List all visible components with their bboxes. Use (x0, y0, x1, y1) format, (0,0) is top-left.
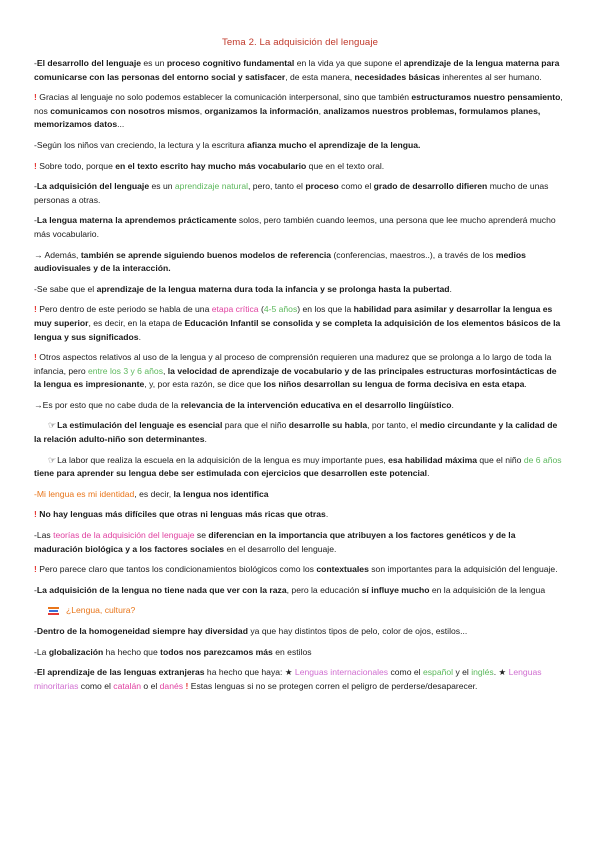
text: esa habilidad máxima (388, 454, 477, 465)
text: ha hecho que (103, 646, 161, 657)
text: mucho de unas personas a otras. (34, 181, 549, 205)
text: , pero la educación (286, 584, 362, 595)
text: para que el niño (224, 420, 289, 431)
text: medio circundante y la calidad de la relación adulto-niño son determinantes (34, 420, 558, 445)
text: (conferencias, maestros..), a través de los (331, 249, 496, 260)
text: en estilos (272, 646, 312, 657)
text: 4-5 años (263, 304, 298, 315)
text: La labor que realiza la escuela en la adquisición de la lengua es muy importante pues, (57, 454, 389, 465)
text: como el (78, 680, 114, 691)
star-icon: ★ (284, 667, 293, 678)
arrow-icon: → (34, 399, 43, 410)
text: . (451, 399, 454, 410)
text: No hay lenguas más difíciles que otras ni lenguas más ricas que otras (36, 509, 326, 520)
section-heading (34, 604, 566, 618)
paragraph-7 (34, 249, 566, 276)
exclamation-icon: ! (34, 92, 37, 103)
text: , pero, tanto el (248, 181, 306, 192)
text: Sobre todo, porque (36, 160, 116, 171)
text: Dentro de la homogeneidad siempre hay diversidad (36, 626, 248, 636)
text: comunicamos con nosotros mismos (50, 105, 200, 116)
text: , es decir, (134, 488, 174, 499)
hand-pointer-icon: ☞ (48, 454, 57, 465)
text: inherentes al ser humano. (440, 71, 542, 82)
text: . (493, 667, 499, 678)
text: teorías de la adquisición del lenguaje (53, 530, 195, 541)
text: medios audiovisuales y de la interacción. (34, 249, 526, 274)
text: danés (159, 680, 184, 691)
text: . (204, 434, 207, 445)
text: también se aprende siguiendo buenos modelos de referencia (80, 249, 332, 260)
text: - (34, 626, 37, 636)
text: Gracias al lenguaje no solo podemos establecer la comunicación interpersonal, sino que también (36, 92, 412, 103)
text: todos nos parezcamos más (160, 646, 273, 657)
text: - (34, 584, 37, 595)
text: - (34, 215, 37, 226)
text: en el texto escrito hay mucho más vocabulario (115, 160, 307, 171)
text: es un (149, 181, 175, 192)
paragraph-4 (34, 160, 566, 174)
text: la lengua nos identifica (173, 488, 269, 499)
text: tiene para aprender su lengua debe ser estimulada con ejercicios que desarrollen este potencial (34, 468, 428, 479)
books-icon (48, 607, 59, 616)
text: Pero dentro de este periodo se habla de una (36, 304, 212, 315)
paragraph-9 (34, 303, 566, 344)
paragraph-1 (34, 57, 566, 84)
text: - (34, 181, 37, 192)
text: ha hecho que haya: (204, 667, 285, 678)
exclamation-icon: ! (34, 304, 37, 315)
text: , (199, 105, 205, 116)
paragraph-21 (34, 666, 566, 693)
text: diferencian en la importancia que atribuyen a los factores genéticos y de la maduración biológica y a los factores sociales (34, 530, 516, 554)
exclamation-icon: ! (185, 680, 189, 691)
text: grado de desarrollo difieren (373, 181, 488, 192)
text: ( (258, 304, 264, 315)
star-icon: ★ (498, 667, 507, 678)
text: . (325, 509, 329, 520)
text: como el (388, 667, 423, 678)
text: , es decir, en la etapa de (88, 317, 185, 328)
text: analizamos nuestros problemas, formulamos planes, memorizamos datos (34, 105, 541, 130)
exclamation-icon: ! (34, 564, 37, 575)
paragraph-2 (34, 91, 566, 132)
text: , (318, 105, 324, 116)
hand-pointer-icon: ☞ (48, 420, 57, 431)
text: La adquisición de la lengua no tiene nada que ver con la raza (36, 584, 287, 595)
text: estructuramos nuestro pensamiento (411, 92, 561, 103)
paragraph-16 (34, 529, 566, 556)
text: que el niño (477, 454, 524, 465)
paragraph-15 (34, 508, 566, 522)
text: -Se sabe que el (34, 283, 97, 294)
text: , nos (34, 92, 563, 116)
text: aprendizaje de la lengua materna dura toda la infancia y se prolonga hasta la pubertad (96, 283, 450, 294)
text: Pero parece claro que tantos los condicionamientos biológicos como los (36, 564, 317, 575)
text: Mi lengua es mi identidad (36, 488, 135, 499)
text: catalán (113, 680, 142, 691)
text: la velocidad de aprendizaje de vocabulario y de las principales estructuras morfosintácticas de la lengua es impresionante (34, 365, 557, 390)
text: en la adquisición de la lengua (429, 584, 546, 595)
text: - (34, 667, 37, 678)
text: entre los 3 y 6 años (87, 365, 163, 376)
text: es un (141, 58, 167, 68)
arrow-icon: → (34, 249, 43, 260)
paragraph-5 (34, 180, 566, 207)
text: . (449, 283, 452, 294)
text: de 6 años (523, 454, 562, 465)
text: -La (34, 646, 49, 657)
text: son importantes para la adquisición del lenguaje. (368, 564, 558, 575)
text: relevancia de la intervención educativa en el desarrollo lingüístico (180, 399, 452, 410)
text: Educación Infantil se consolida y se completa la adquisición de los elementos básicos de la lengua y sus significados (34, 317, 561, 342)
text: - (34, 488, 37, 499)
text: Es por esto que no cabe duda de la (42, 399, 181, 410)
text: aprendizaje natural (174, 181, 249, 192)
text: habilidad para asimilar y desarrollar la lengua es muy superior (34, 304, 553, 328)
text: es esencial (174, 420, 225, 431)
text: como el (338, 181, 374, 192)
text: solos, pero también cuando leemos, una persona que lee mucho aprenderá mucho más vocabulario. (34, 215, 556, 239)
text: , de esta manera, (285, 71, 355, 82)
document-page (34, 37, 566, 700)
text: , (163, 365, 168, 376)
paragraph-6 (34, 214, 566, 241)
text: aprendizaje de la lengua materna para comunicarse con las personas del entorno social y satisfacer (34, 58, 560, 82)
text: Lenguas internacionales (294, 667, 389, 678)
exclamation-icon: ! (34, 509, 37, 520)
text: -Las (34, 530, 54, 541)
paragraph-13 (34, 454, 566, 481)
text: que en el texto oral. (306, 160, 385, 171)
text: inglés (471, 667, 494, 678)
text: ... (117, 119, 125, 130)
paragraph-11 (34, 399, 566, 413)
text: Otros aspectos relativos al uso de la lengua y al proceso de comprensión requieren una madurez que se prolonga a lo largo de toda la infancia, pero (34, 352, 552, 376)
page-title: Tema 2. La adquisición del lenguaje (221, 37, 379, 48)
paragraph-19 (34, 625, 566, 639)
paragraph-12 (34, 419, 566, 446)
text: . (427, 468, 430, 479)
text: se (194, 530, 209, 541)
text: organizamos la información (204, 105, 319, 116)
paragraph-8 (34, 283, 566, 297)
text: necesidades básicas (354, 71, 441, 82)
text: afianza mucho el aprendizaje de la lengua. (247, 139, 421, 150)
text: proceso cognitivo fundamental (166, 58, 295, 68)
text: -Según los niños van creciendo, la lectura y la escritura (34, 139, 248, 150)
paragraph-10 (34, 351, 566, 392)
text: , y, por esta razón, se dice que (144, 379, 264, 390)
text: Estas lenguas si no se protegen corren el peligro de perderse/desaparecer. (188, 680, 478, 691)
paragraph-14 (34, 488, 566, 502)
text: . (138, 331, 141, 342)
text: La adquisición del lenguaje (36, 181, 150, 192)
text: Lenguas minoritarias (34, 667, 542, 691)
text: Además, (42, 249, 81, 260)
text: La estimulación del lenguaje (57, 420, 175, 431)
text: etapa crítica (211, 304, 259, 315)
text: en la vida ya que supone el (294, 58, 404, 68)
text: La lengua materna la aprendemos prácticamente (36, 215, 237, 226)
text: ) en los que la (297, 304, 354, 315)
text: y el (453, 667, 472, 678)
text: El aprendizaje de las lenguas extranjeras (36, 667, 205, 678)
text: proceso (305, 181, 339, 192)
text: . (524, 379, 527, 390)
paragraph-18 (34, 584, 566, 598)
paragraph-17 (34, 563, 566, 577)
text: en el desarrollo del lenguaje. (224, 543, 337, 554)
text: desarrolle su habla (288, 420, 368, 431)
text: El desarrollo del lenguaje (36, 58, 141, 68)
text: ya que hay distintos tipos de pelo, color de ojos, estilos... (247, 626, 468, 636)
text: español (422, 667, 454, 678)
text: , por tanto, el (367, 420, 420, 431)
text: globalización (48, 646, 104, 657)
exclamation-icon: ! (34, 160, 37, 171)
text: o el (141, 680, 160, 691)
text: los niños desarrollan su lengua de forma decisiva en esta etapa (263, 379, 525, 390)
text: - (34, 58, 37, 68)
text: sí influye mucho (361, 584, 430, 595)
exclamation-icon: ! (34, 352, 37, 363)
paragraph-3 (34, 139, 566, 153)
paragraph-20 (34, 646, 566, 660)
text: contextuales (316, 564, 369, 575)
section-title: ¿Lengua, cultura? (66, 605, 136, 616)
